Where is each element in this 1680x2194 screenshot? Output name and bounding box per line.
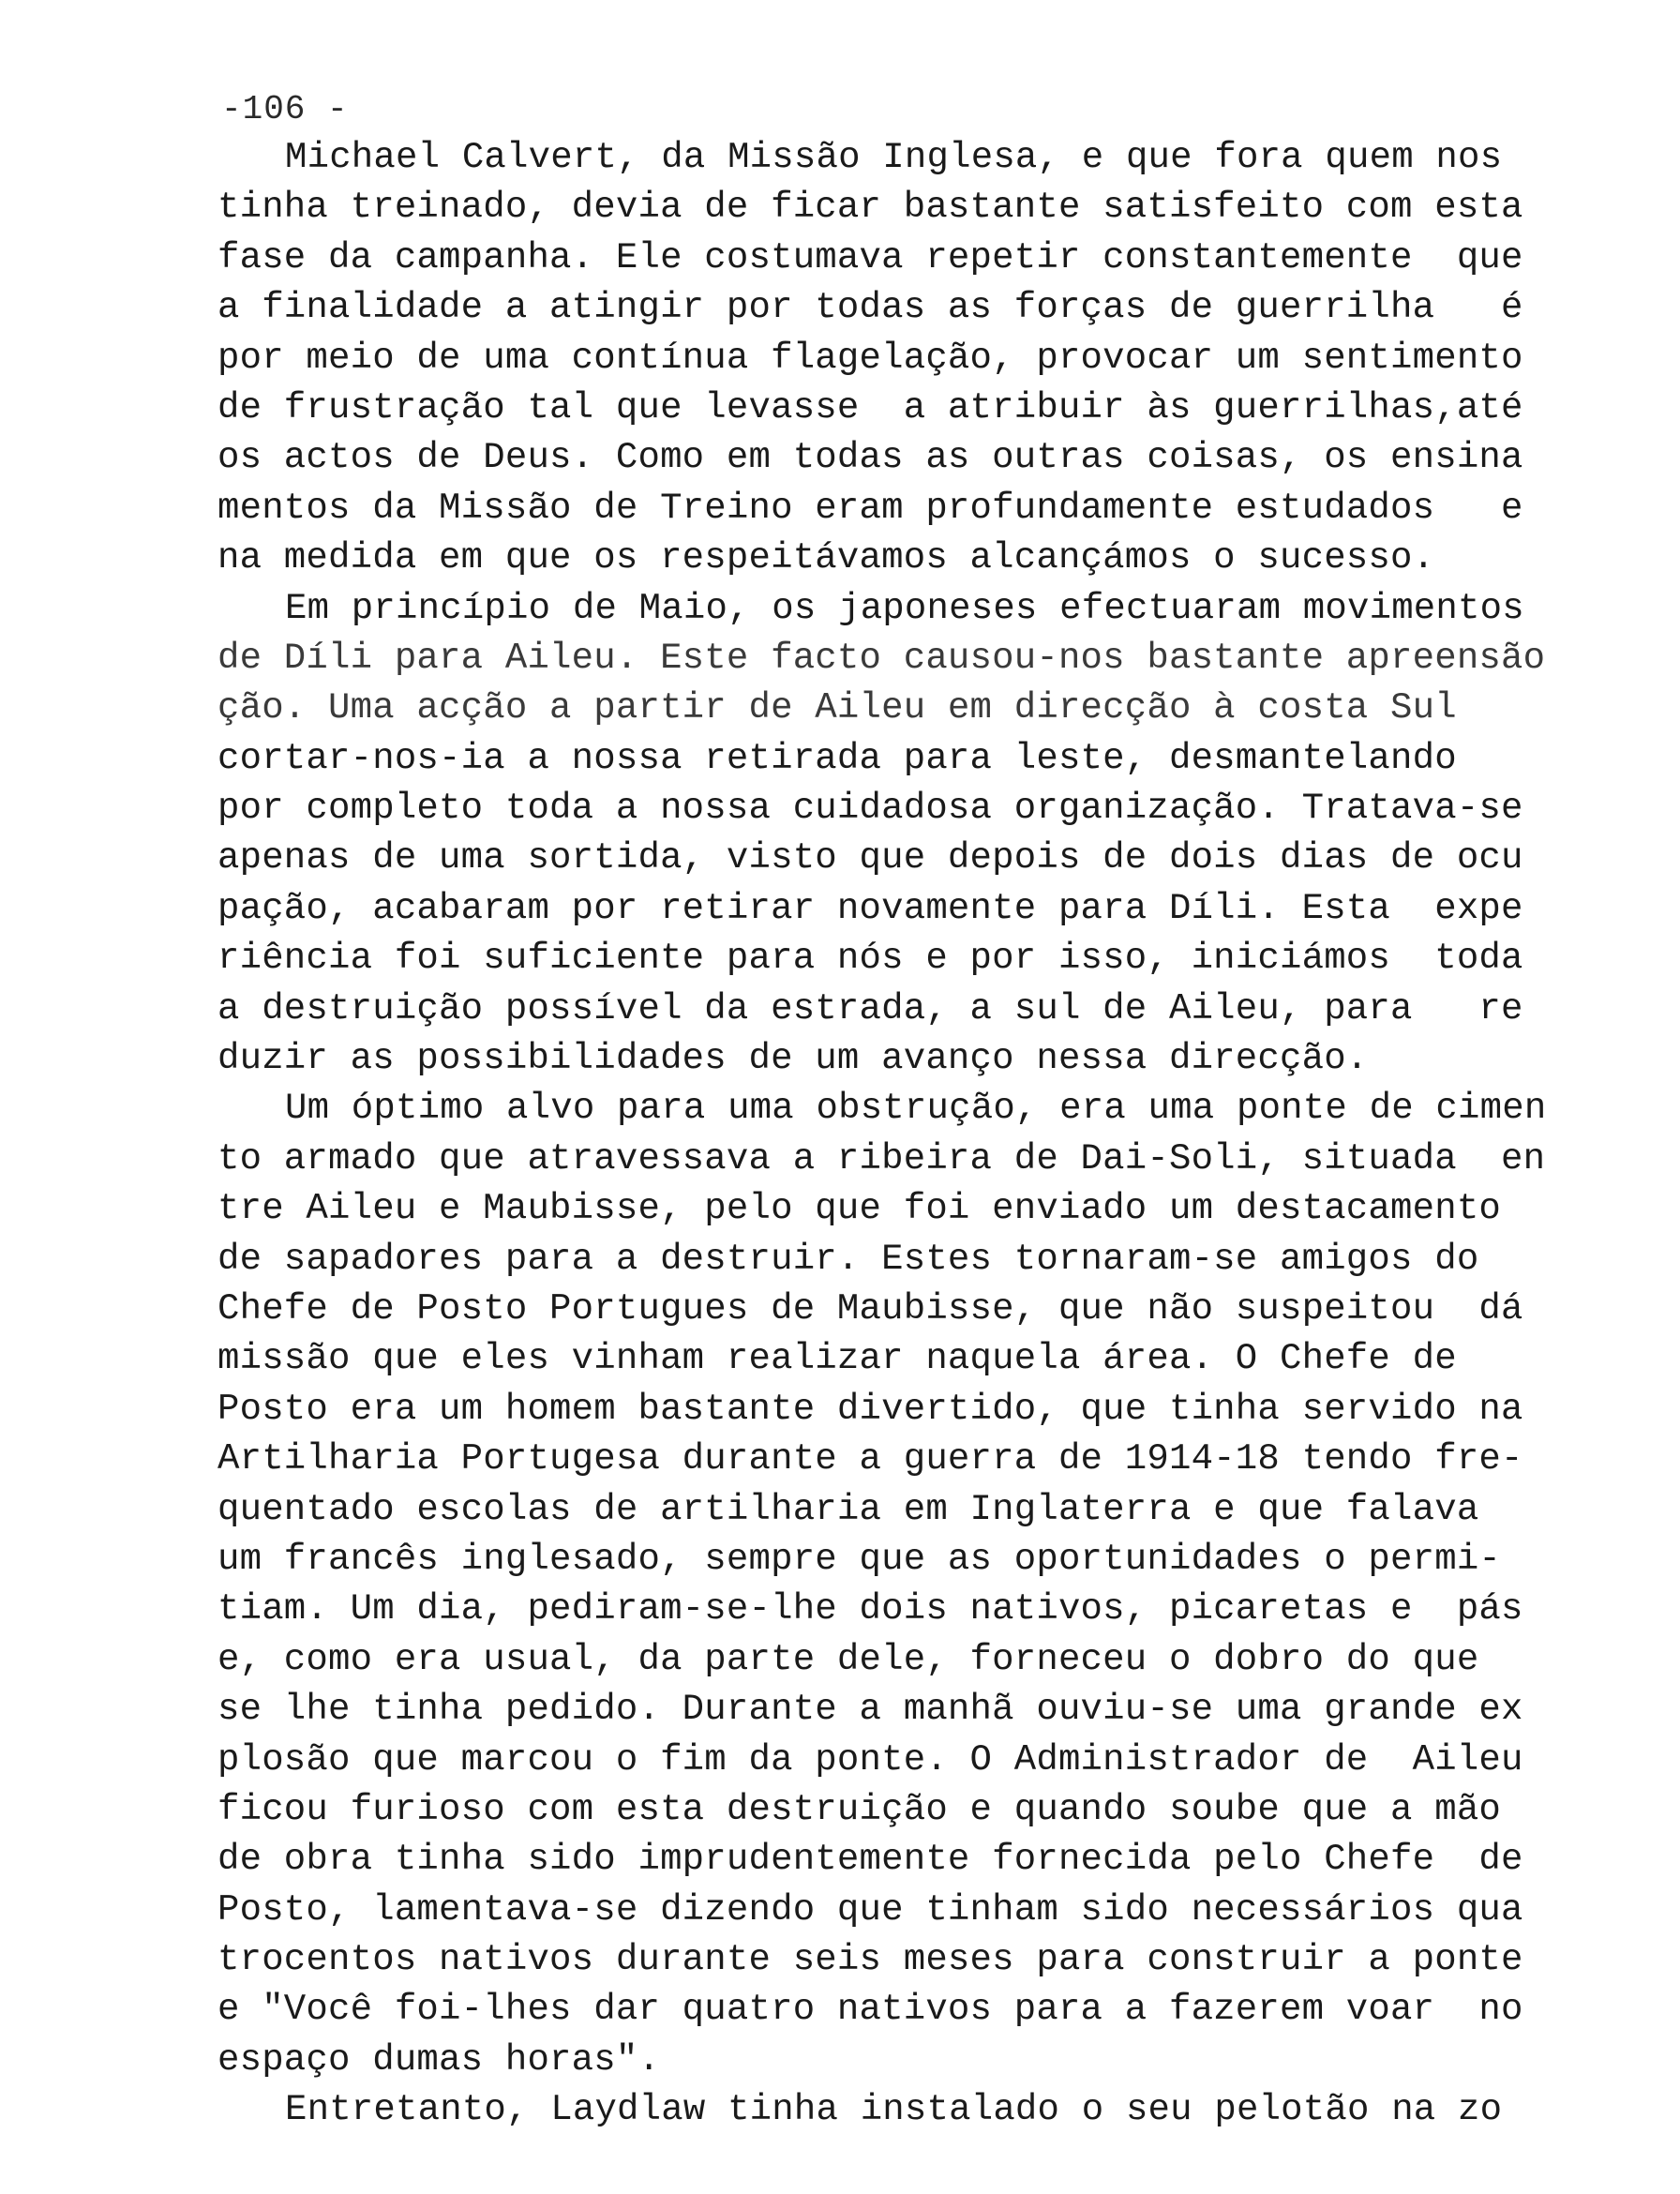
text-line: e "Você foi-lhes dar quatro nativos para a fazerem voar no: [218, 1989, 1523, 2031]
body-text: [218, 133, 1624, 2136]
text-line: Entretanto, Laydlaw tinha instalado o seu pelotão na zo: [285, 2089, 1503, 2131]
page-number: -106 -: [221, 90, 349, 128]
text-line: ção. Uma acção a partir de Aileu em direcção à costa Sul: [218, 687, 1457, 729]
text-line: tre Aileu e Maubisse, pelo que foi enviado um destacamento: [218, 1188, 1502, 1230]
text-line: Posto era um homem bastante divertido, que tinha servido na: [218, 1388, 1523, 1430]
text-line: a finalidade a atingir por todas as forças de guerrilha é: [218, 287, 1523, 329]
text-line: os actos de Deus. Como em todas as outras coisas, os ensina: [218, 437, 1523, 479]
text-line: cortar-nos-ia a nossa retirada para leste, desmantelando: [218, 737, 1457, 779]
text-line: a destruição possível da estrada, a sul de Aileu, para re: [218, 987, 1523, 1029]
text-line: trocentos nativos durante seis meses para construir a ponte: [218, 1939, 1523, 1981]
text-line: fase da campanha. Ele costumava repetir constantemente que: [218, 236, 1523, 278]
text-line: Artilharia Portugesa durante a guerra de 1914-18 tendo fre-: [218, 1438, 1523, 1480]
text-line: por completo toda a nossa cuidadosa organização. Tratava-se: [218, 788, 1523, 830]
text-line: de sapadores para a destruir. Estes tornaram-se amigos do: [218, 1238, 1479, 1280]
text-line: ficou furioso com esta destruição e quando soube que a mão: [218, 1788, 1502, 1830]
text-line: Em princípio de Maio, os japoneses efectuaram movimentos: [285, 587, 1524, 629]
text-line: tinha treinado, devia de ficar bastante satisfeito com esta: [218, 187, 1523, 229]
text-line: na medida em que os respeitávamos alcançámos o sucesso.: [218, 537, 1435, 579]
text-line: um francês inglesado, sempre que as oportunidades o permi-: [218, 1538, 1502, 1580]
text-line: missão que eles vinham realizar naquela área. O Chefe de: [218, 1338, 1457, 1380]
text-line: duzir as possibilidades de um avanço nessa direcção.: [218, 1038, 1369, 1080]
text-line: por meio de uma contínua flagelação, provocar um sentimento: [218, 337, 1523, 379]
text-line: quentado escolas de artilharia em Inglaterra e que falava: [218, 1488, 1479, 1530]
text-line: e, como era usual, da parte dele, forneceu o dobro do que: [218, 1638, 1479, 1680]
text-line: apenas de uma sortida, visto que depois de dois dias de ocu: [218, 837, 1523, 879]
text-line: plosão que marcou o fim da ponte. O Administrador de Aileu: [218, 1738, 1523, 1781]
text-line: Michael Calvert, da Missão Inglesa, e que fora quem nos: [285, 137, 1503, 178]
text-line: mentos da Missão de Treino eram profundamente estudados e: [218, 487, 1523, 529]
text-line: espaço dumas horas".: [218, 2038, 661, 2081]
text-line: de Díli para Aileu. Este facto causou-nos bastante apreensão: [218, 637, 1546, 679]
text-line: Um óptimo alvo para uma obstrução, era uma ponte de cimen: [285, 1088, 1547, 1130]
text-line: de obra tinha sido imprudentemente fornecida pelo Chefe de: [218, 1839, 1523, 1881]
text-line: Chefe de Posto Portugues de Maubisse, que não suspeitou dá: [218, 1287, 1523, 1330]
text-line: to armado que atravessava a ribeira de Dai-Soli, situada en: [218, 1137, 1546, 1180]
text-line: pação, acabaram por retirar novamente para Díli. Esta expe: [218, 887, 1523, 929]
text-line: riência foi suficiente para nós e por isso, iniciámos toda: [218, 938, 1523, 980]
text-line: tiam. Um dia, pediram-se-lhe dois nativos, picaretas e pás: [218, 1588, 1523, 1630]
text-line: Posto, lamentava-se dizendo que tinham sido necessários qua: [218, 1888, 1523, 1931]
text-line: de frustração tal que levasse a atribuir às guerrilhas,até: [218, 386, 1523, 428]
text-line: se lhe tinha pedido. Durante a manhã ouviu-se uma grande ex: [218, 1689, 1523, 1731]
